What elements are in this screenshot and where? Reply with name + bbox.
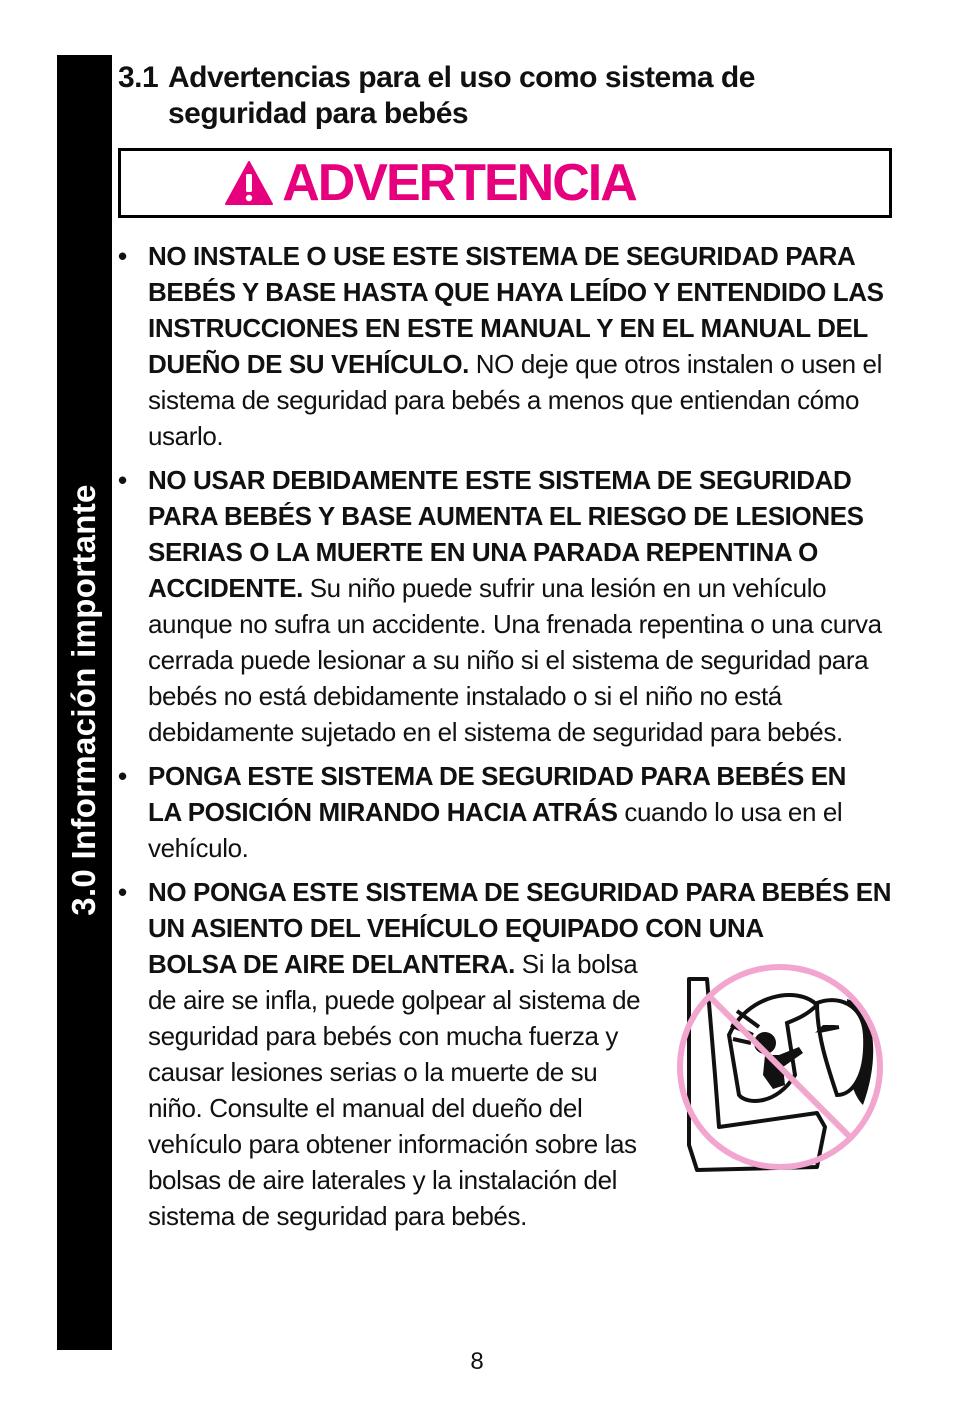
no-airbag-prohibition-icon bbox=[667, 955, 885, 1180]
bullet-text: Si la bolsa de aire se infla, puede golpear al sistema de seguridad para bebés con mucha fuerza y causar lesiones serias o la muerte de su niño. Consulte el manual del dueño del vehículo para obtener información sobre las bolsas de aire laterales y la instalación del sistema de seguridad para bebés. bbox=[148, 949, 641, 1231]
bullet-bold-text: NO PONGA ESTE SISTEMA DE SEGURIDAD PARA BEBÉS EN UN ASIENTO DEL VEHÍCULO EQUIPADO CON UNA bbox=[148, 877, 892, 943]
bullet-bold-text: NO USAR DEBIDAMENTE ESTE SISTEMA DE SEGURIDAD PARA BEBÉS Y BASE AUMENTA EL RIESGO DE LESIONES SERIAS O LA MUERTE EN UNA PARADA REPENTINA O ACCIDENTE. bbox=[148, 465, 864, 603]
bullet-bold-text: PONGA ESTE SISTEMA DE SEGURIDAD PARA BEBÉS EN LA POSICIÓN MIRANDO HACIA ATRÁS bbox=[148, 761, 847, 827]
bullet-dot: • bbox=[118, 877, 127, 907]
warning-triangle-icon bbox=[224, 160, 274, 206]
list-item bbox=[118, 758, 868, 866]
warning-title: ADVERTENCIA bbox=[282, 154, 636, 212]
section-heading bbox=[118, 60, 898, 132]
list-item bbox=[118, 874, 892, 1234]
list-item bbox=[118, 462, 893, 750]
page-number: 8 bbox=[470, 1348, 484, 1375]
bullet-text: Su niño puede sufrir una lesión en un vehículo aunque no sufra un accidente. Una frenada repentina o una curva cerrada puede lesionar a su niño si el sistema de seguridad para bebés no está debidamente instalado o si el niño no está debidamente sujetado en el sistema de seguridad para bebés. bbox=[148, 573, 882, 747]
bullet-bold-text: BOLSA DE AIRE DELANTERA. bbox=[148, 949, 515, 979]
bullet-dot: • bbox=[118, 241, 127, 271]
warning-banner bbox=[118, 148, 892, 218]
sidebar-label: 3.0 Información importante bbox=[65, 484, 102, 916]
bullet-text: cuando lo usa en el vehículo. bbox=[148, 797, 843, 863]
bullet-dot: • bbox=[118, 761, 127, 791]
bullet-bold-text: NO INSTALE O USE ESTE SISTEMA DE SEGURIDAD PARA BEBÉS Y BASE HASTA QUE HAYA LEÍDO Y ENTENDIDO LAS INSTRUCCIONES EN ESTE MANUAL Y EN EL MANUAL DEL DUEÑO DE SU VEHÍCULO. bbox=[148, 241, 884, 379]
airbag-shape bbox=[817, 1000, 865, 1095]
list-item bbox=[118, 238, 893, 454]
section-title-line1: Advertencias para el uso como sistema de bbox=[168, 61, 755, 94]
bullet-dot: • bbox=[118, 465, 127, 495]
section-title-line2: seguridad para bebés bbox=[168, 97, 469, 130]
section-number: 3.1 bbox=[118, 61, 159, 94]
bullet-text: NO deje que otros instalen o usen el sistema de seguridad para bebés a menos que entiendan cómo usarlo. bbox=[148, 349, 882, 451]
